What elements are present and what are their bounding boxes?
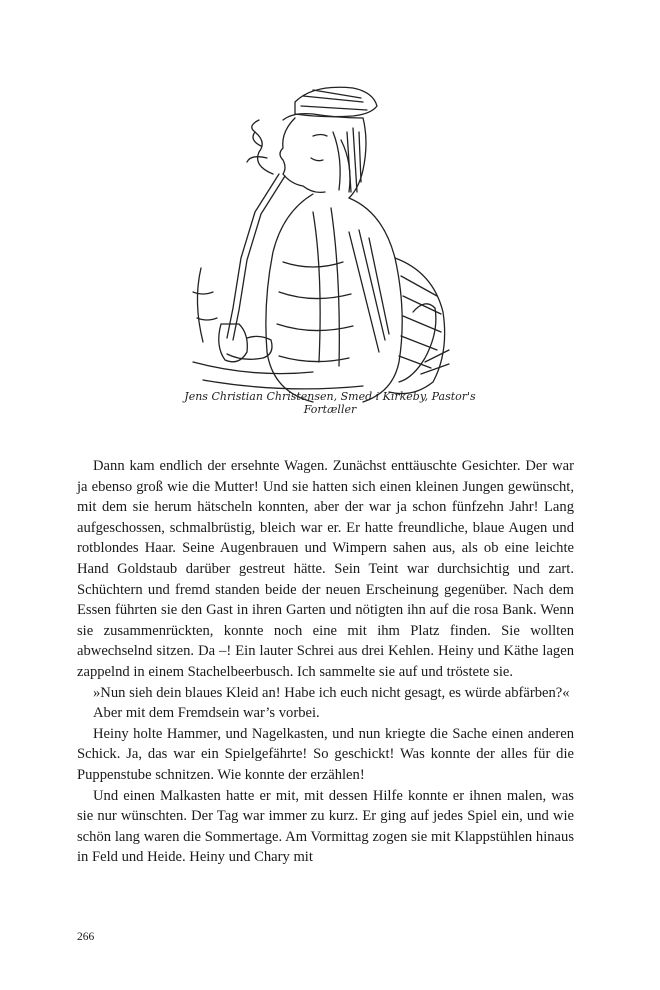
paragraph: »Nun sieh dein blaues Kleid an! Habe ich euch nicht gesagt, es würde abfärben?« <box>93 684 570 701</box>
portrait-sketch <box>163 62 493 427</box>
paragraph: Heiny holte Hammer, und Nagelkasten, und nun kriegte die Sache einen anderen Schick. Ja, das war ein Spielgefährte! So geschickt! Was konnte der alles für die Puppenstube schnitzen. Wie konnte der erzählen! <box>77 725 574 783</box>
paragraph: Aber mit dem Fremdsein war’s vorbei. <box>93 705 320 722</box>
page-number: 266 <box>77 931 95 943</box>
illustration-caption: Jens Christian Christensen, Smed i Kirkeby, Pastor's Fortæller <box>184 390 476 416</box>
paragraph: Dann kam endlich der ersehnte Wagen. Zunächst enttäuschte Gesichter. Der war ja ebenso groß wie die Mutter! Und sie hatten sich einen kleinen Jungen gewünscht, mit dem sie herum hätscheln konnten, aber der war ja schon fünfzehn Jahr! Lang aufgeschossen, schmalbrüstig, bleich war er. Er hatte freundliche, blaue Augen und rotblondes Haar. Seine Augenbrauen und Wimpern sahen aus, als ob eine leichte Hand Goldstaub darüber gestreut hätte. Sein Teint war durchsichtig und zart. Schüchtern und fremd standen beide der neuen Erscheinung gegenüber. Nach dem Essen führten sie den Gast in ihren Garten und nötigten ihn auf die rosa Bank. Wenn sie zusammenrückten, konnte noch eine mit ihm Platz finden. Sie wollten abwechselnd sitzen. Da –! Ein lauter Schrei aus drei Kehlen. Heiny und Käthe lagen zappelnd in einem Stachelbeerbusch. Ich sammelte sie auf und tröstete sie. <box>77 458 574 680</box>
body-text <box>77 456 574 868</box>
paragraph: Und einen Malkasten hatte er mit, mit dessen Hilfe konnte er ihnen malen, was sie nur wünschten. Der Tag war immer zu kurz. Er ging auf jedes Spiel ein, und wie schön lang waren die Sommertage. Am Vormittag zogen sie mit Klappstühlen hinaus in Feld und Heide. Heiny und Chary mit <box>77 787 574 866</box>
